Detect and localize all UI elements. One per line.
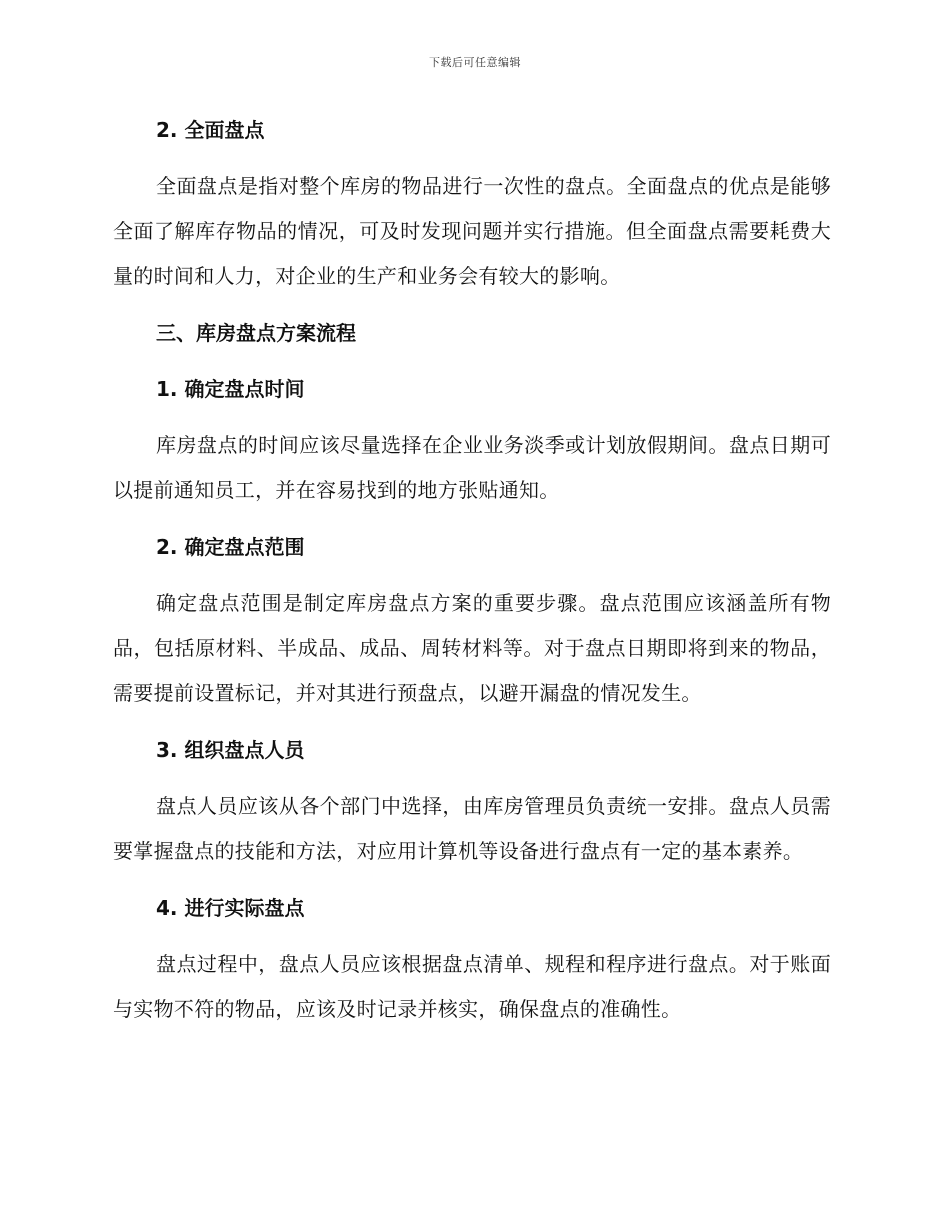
section-heading-determine-time: 1. 确定盘点时间 (156, 377, 305, 401)
section-paragraph-determine-time: 库房盘点的时间应该尽量选择在企业业务淡季或计划放假期间。盘点日期可以提前通知员工，并在容易找到的地方张贴通知。 (113, 433, 831, 502)
section-heading-actual-inventory: 4. 进行实际盘点 (156, 896, 305, 920)
section-paragraph-actual-inventory: 盘点过程中，盘点人员应该根据盘点清单、规程和程序进行盘点。对于账面与实物不符的物品，应该及时记录并核实，确保盘点的准确性。 (113, 952, 831, 1021)
section-paragraph-organize-staff: 盘点人员应该从各个部门中选择，由库房管理员负责统一安排。盘点人员需要掌握盘点的技能和方法，对应用计算机等设备进行盘点有一定的基本素养。 (113, 794, 831, 863)
section-heading-full-inventory: 2. 全面盘点 (156, 118, 265, 142)
section-heading-determine-scope: 2. 确定盘点范围 (156, 535, 305, 559)
document-body (113, 108, 831, 1032)
header-note: 下载后可任意编辑 (429, 56, 521, 69)
section-heading-organize-staff: 3. 组织盘点人员 (156, 738, 305, 762)
section-heading-process: 三、库房盘点方案流程 (156, 321, 356, 345)
section-paragraph-determine-scope: 确定盘点范围是制定库房盘点方案的重要步骤。盘点范围应该涵盖所有物品，包括原材料、半成品、成品、周转材料等。对于盘点日期即将到来的物品，需要提前设置标记，并对其进行预盘点，以避开漏盘的情况发生。 (113, 591, 831, 705)
section-paragraph-full-inventory: 全面盘点是指对整个库房的物品进行一次性的盘点。全面盘点的优点是能够全面了解库存物品的情况，可及时发现问题并实行措施。但全面盘点需要耗费大量的时间和人力，对企业的生产和业务会有较大的影响。 (113, 174, 831, 288)
